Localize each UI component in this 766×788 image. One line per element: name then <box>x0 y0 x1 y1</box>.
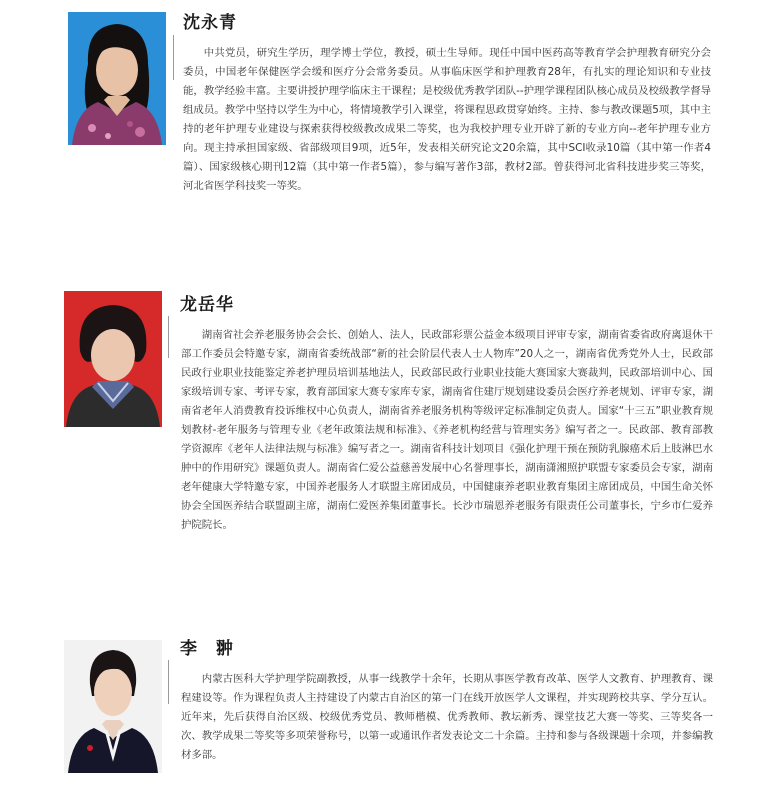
divider-line <box>173 35 174 80</box>
person-bio: 内蒙古医科大学护理学院副教授，从事一线教学十余年，长期从事医学教育改革、医学人文教育、护理教育、课程建设等。作为课程负责人主持建设了内蒙古自治区的第一门在线开放医学人文课程，并实现跨校共享、学分互认。近年来，先后获得自治区级、校级优秀党员、教师楷模、优秀教师、教坛新秀、课堂技艺大赛一等奖、三等奖各一次、教学成果二等奖等多项荣誉称号，以第一或通讯作者发表论文二十余篇。主持和参与各级课题十余项，并参编教材多部。 <box>181 673 713 761</box>
person-bio: 湖南省社会养老服务协会会长、创始人、法人，民政部彩票公益金本级项目评审专家，湖南省委省政府离退休干部工作委员会特邀专家，湖南省委统战部“新的社会阶层代表人士人物库”20人之一，湖南省优秀党外人士，民政部民政行业职业技能鉴定养老护理员培训基地法人，民政部民政行业职业技能大赛国家大赛裁判，民政部培训中心、国家级培训专家、考评专家，教育部国家大赛专家库专家，湖南省住建厅规划建设委员会医疗养老规划、评审专家，湖南省老年人消费教育投诉维权中心负责人，湖南省养老服务机构等级评定标准制定负责人。国家“十三五”职业教育规划教材-老年服务与管理专业《老年政策法规和标准》、《养老机构经营与管理实务》编写者之一。民政部、教育部教学资源库《老年人法律法规与标准》编写者之一。湖南省科技计划项目《强化护理干预在预防乳腺癌术后上肢淋巴水肿中的作用研究》课题负责人。湖南省仁爱公益慈善发展中心名誉理事长，湖南潇湘照护联盟专家委员会专家，湖南老年健康大学特邀专家，中国养老服务人才联盟主席团成员，中国健康养老职业教育集团主席团成员，中国生命关怀协会全国医养结合联盟副主席，湖南仁爱医养集团董事长。长沙市瑞恩养老服务有限责任公司董事长，宁乡市仁爱养护院院长。 <box>181 329 713 531</box>
person-name: 李 翀 <box>180 639 234 659</box>
portrait-photo-image <box>64 640 162 773</box>
divider-line <box>168 316 169 358</box>
portrait-photo-image <box>64 291 162 427</box>
person-bio: 中共党员，研究生学历，理学博士学位，教授，硕士生导师。现任中国中医药高等教育学会护理教育研究分会委员，中国老年保健医学会缓和医疗分会常务委员。从事临床医学和护理教育28年，有扎实的理论知识和专业技能，教学经验丰富。主要讲授护理学临床主干课程；是校级优秀教学团队--护理学课程团队核心成员及校级教学督导组成员。教学中坚持以学生为中心，将情境教学引入课堂，将课程思政贯穿始终。主持、参与教改课题5项，其中主持的老年护理专业建设与探索获得校级教改成果二等奖，也为我校护理专业开辟了新的专业方向--老年护理专业方向。现主持承担国家级、省部级项目9项，近5年，发表相关研究论文20余篇，其中SCI收录10篇（其中第一作者4篇）、国家级核心期刊12篇（其中第一作者5篇），参与编写著作3部，教材2部。曾获得河北省科技进步奖三等奖，河北省医学科技奖一等奖。 <box>183 47 711 192</box>
portrait-photo <box>68 12 166 145</box>
divider-line <box>168 660 169 704</box>
portrait-photo-image <box>68 12 166 145</box>
portrait-photo <box>64 640 162 773</box>
person-name: 龙岳华 <box>180 295 234 315</box>
person-name: 沈永青 <box>183 13 237 33</box>
portrait-photo <box>64 291 162 427</box>
